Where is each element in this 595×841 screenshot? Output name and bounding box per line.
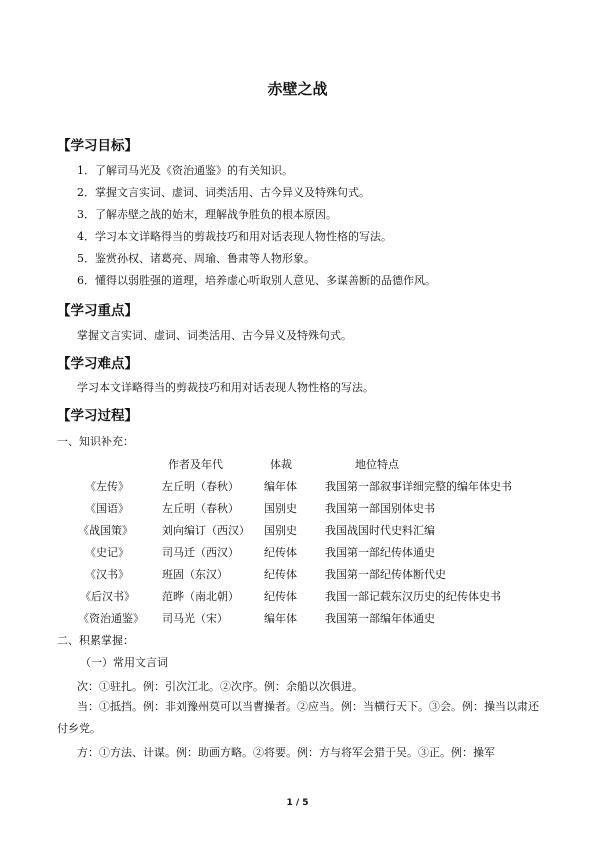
goal-item: 1．了解司马光及《资治通鉴》的有关知识。	[77, 164, 293, 177]
table-header: 作者及年代	[168, 458, 223, 471]
part-two-heading: 二、积累掌握：	[57, 634, 134, 647]
difficulty-text: 学习本文详略得当的剪裁技巧和用对话表现人物性格的写法。	[77, 381, 374, 394]
vocab-entry-dang: 当：①抵挡。例：非刘豫州莫可以当曹操者。②应当。例：当横行天下。③会。例：操当以肃还付乡党。	[57, 700, 539, 735]
table-cell: 纪传体	[264, 546, 297, 559]
goal-item: 5．鉴赏孙权、诸葛亮、周瑜、鲁肃等人物形象。	[77, 252, 315, 265]
table-cell: 《左传》	[85, 480, 129, 493]
table-cell: 国别史	[264, 502, 297, 515]
table-cell: 我国第一部编年体通史	[325, 612, 435, 625]
table-cell: 我国第一部纪传体通史	[325, 546, 435, 559]
goal-item: 6．懂得以弱胜强的道理，培养虚心听取别人意见、多谋善断的品德作风。	[77, 274, 436, 287]
table-cell: 范晔（南北朝）	[162, 590, 239, 603]
focus-text: 掌握文言实词、虚词、词类活用、古今异义及特殊句式。	[77, 329, 352, 342]
table-cell: 我国第一部纪传体断代史	[325, 568, 446, 581]
table-cell: 班固（东汉）	[162, 568, 228, 581]
table-cell: 国别史	[264, 524, 297, 537]
section-heading-goals: 【学习目标】	[57, 138, 138, 154]
section-heading-difficulty: 【学习难点】	[57, 356, 138, 372]
vocab-entry-ci: 次：①驻扎。例：引次江北。②次序。例：余船以次俱进。	[77, 680, 363, 693]
table-cell: 我国第一部国别体史书	[325, 502, 435, 515]
goal-item: 2．掌握文言实词、虚词、词类活用、古今异义及特殊句式。	[77, 186, 370, 199]
document-title: 赤壁之战	[267, 80, 328, 98]
table-cell: 《史记》	[85, 546, 129, 559]
table-cell: 左丘明（春秋）	[162, 502, 239, 515]
table-cell: 司马迁（西汉）	[162, 546, 239, 559]
table-cell: 编年体	[264, 480, 297, 493]
vocab-entry-fang: 方：①方法、计谋。例：助画方略。②将要。例：方与将军会猎于吴。③正。例：操军	[77, 746, 495, 759]
page-number: 1 / 5	[286, 798, 309, 808]
section-heading-process: 【学习过程】	[57, 408, 138, 424]
table-cell: 我国第一部叙事详细完整的编年体史书	[325, 480, 512, 493]
table-cell: 《资治通鉴》	[78, 612, 144, 625]
table-cell: 《后汉书》	[80, 590, 135, 603]
table-cell: 纪传体	[264, 568, 297, 581]
part-one-heading: 一、知识补充：	[57, 435, 134, 448]
table-cell: 我国战国时代史料汇编	[325, 524, 435, 537]
table-cell: 司马光（宋）	[162, 612, 228, 625]
table-cell: 《汉书》	[85, 568, 129, 581]
table-cell: 纪传体	[264, 590, 297, 603]
table-cell: 编年体	[264, 612, 297, 625]
section-heading-focus: 【学习重点】	[57, 303, 138, 319]
table-cell: 刘向编订（西汉）	[162, 524, 250, 537]
table-header: 体裁	[270, 458, 292, 471]
subsection-heading: （一）常用文言词	[80, 656, 168, 669]
table-header: 地位特点	[355, 458, 399, 471]
goal-item: 3．了解赤壁之战的始末，理解战争胜负的根本原因。	[77, 208, 337, 221]
table-cell: 《国语》	[85, 502, 129, 515]
table-cell: 左丘明（春秋）	[162, 480, 239, 493]
table-cell: 《战国策》	[78, 524, 133, 537]
table-cell: 我国一部记载东汉历史的纪传体史书	[325, 590, 501, 603]
goal-item: 4．学习本文详略得当的剪裁技巧和用对话表现人物性格的写法。	[77, 230, 392, 243]
